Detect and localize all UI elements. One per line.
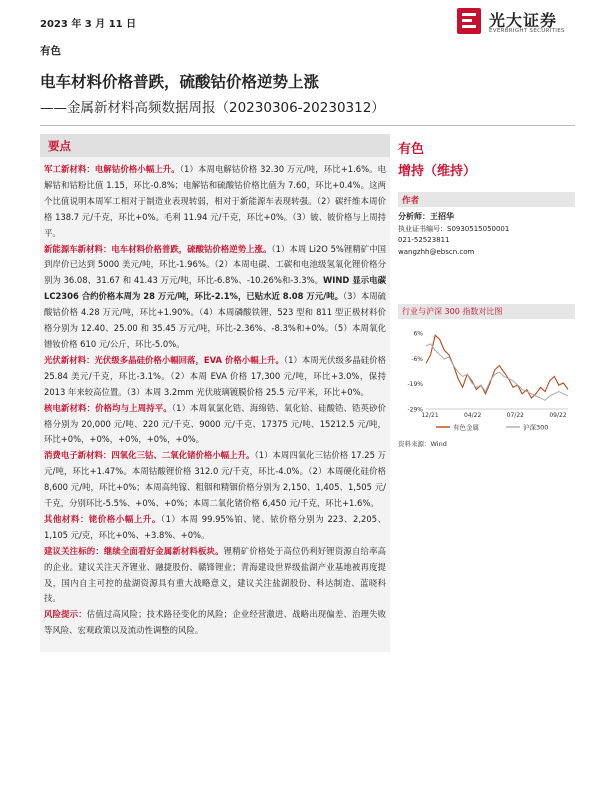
paragraph-lead: 光伏新材料：光伏级多晶硅价格小幅回落，EVA 价格小幅上升。 <box>44 354 284 365</box>
report-title: 电车材料价格普跌，硫酸钴价格逆势上涨 <box>40 73 320 91</box>
paragraph-bold-text: WIND 显示电碳 LC2306 合约价格本周为 28 万元/吨，环比-2.1%，已贴水近 8.08 万元/吨。 <box>44 275 386 302</box>
legend-label: 沪深300 <box>523 423 549 432</box>
index-comparison-chart <box>398 325 575 435</box>
paragraph-lead: 建议关注标的：继续全面看好金属新材料板块。 <box>44 545 224 556</box>
paragraph-military <box>44 162 386 242</box>
logo-text-cn: 光大证券 <box>489 11 558 30</box>
report-subtitle: ——金属新材料高频数据周报（20230306-20230312） <box>40 100 385 116</box>
everbright-logo <box>455 6 575 40</box>
paragraph-lead: 核电新材料：价格均与上周持平。 <box>44 402 172 413</box>
y-tick-label: -29% <box>407 406 423 414</box>
paragraph-text: （1）本周四氧化三钴价格 17.25 万元/吨，环比+1.47%。本周钴酸锂价格 312.0 元/千克，环比-4.0%。（2）本周硬化硅价格 8,600 元/吨，环比+0%；本周高纯镓、粗铟和精铟价格分别为 2,150、1,405、1,505 元/千克，分别环比-5.5%、+0%、+0%；本周二氧化锗价格 6,450 元/千克，环比+1.6%。 <box>44 450 387 509</box>
chart-heading: 行业与沪深 300 指数对比图 <box>402 307 503 316</box>
y-tick-label: -19% <box>407 381 423 389</box>
paragraph-lead: 其他材料：铑价格小幅上升。 <box>44 513 161 524</box>
analyst-name: 分析师：王招华 <box>398 212 454 221</box>
x-tick-label: 12/21 <box>421 412 439 419</box>
summary-heading-bar <box>40 134 390 157</box>
certificate-number: 执业证书编号：S0930515050001 <box>398 225 510 233</box>
paragraph-text: （3）本周硫酸钴价格 4.28 万元/吨，环比+1.90%。（4）本周磷酸铁锂、523 型和 811 型正极材料价格分别为 12.40、25.00 和 35.45 万元/吨，环比-2.36%、-8.3%和+0%。（5）本周氧化镨钕价格 610 元/公斤，环比-5.0%。 <box>44 291 386 349</box>
paragraph-ev <box>44 242 386 353</box>
chart-heading-bar <box>398 304 575 319</box>
paragraph-risk <box>44 607 386 639</box>
sector-label: 有色 <box>40 45 61 57</box>
paragraph-text: 锂精矿价格处于高位仍利好锂资源自给率高的企业。建议关注天齐锂业、融捷股份、赣锋锂业；青海建设世界级盐湖产业基地被再度提及，国内自主可控的盐湖资源具有重大战略意义，建议关注盐湖股份、科达制造、蓝晓科技。 <box>44 545 387 604</box>
sidebar-sector: 有色 <box>398 142 425 157</box>
y-tick-label: 6% <box>413 330 423 338</box>
header-divider <box>40 125 575 126</box>
email-address: wangzhh@ebscn.com <box>398 248 475 256</box>
paragraph-picks <box>44 544 386 608</box>
paragraph-consumer <box>44 448 386 512</box>
chart-source: 资料来源：Wind <box>398 440 447 448</box>
paragraph-other <box>44 512 386 544</box>
everbright-logo-icon <box>455 6 483 36</box>
paragraph-nuclear <box>44 401 386 449</box>
paragraph-lead: 风险提示： <box>44 609 87 620</box>
paragraph-text: （1）本周 Li2O 5%锂精矿中国到岸价已达到 5000 美元/吨，环比-1.96%。（2）本周电碳、工碳和电池级氢氧化锂价格分别为 36.08、31.67 和 41.43 万元/吨，环比-6.8%、-10.26%和-3.3%。 <box>44 243 386 286</box>
paragraph-text: （1）本周氧氯化锆、海绵锆、氧化铪、硅酸锆、锆英砂价格分别为 20,000 元/吨、220 元/千克、9000 元/千克、17375 元/吨、15212.5 元/吨，环比+0%，+0%，+0%，+0%，+0%。 <box>44 402 386 445</box>
legend-label: 有色金属 <box>453 423 479 432</box>
paragraph-text: （1）本周 99.95%铂、铑、铱价格分别为 223、2,205、1,105 元/克，环比+0%、+3.8%、+0%。 <box>44 513 387 540</box>
y-tick-label: -6% <box>411 355 423 363</box>
paragraph-lead: 新能源车新材料：电车材料价格普跌，硫酸钴价格逆势上涨。 <box>44 243 272 254</box>
x-tick-label: 09/22 <box>549 412 567 419</box>
summary-heading: 要点 <box>48 139 71 153</box>
paragraph-text: （1）本周电解钴价格 32.30 万元/吨，环比+1.6%。电解钴和钴粉比值 1.15，环比-0.8%；电解钴和硫酸钴价格比值为 7.60，环比+0.4%。这两个比值说明本周军工相对于制造业表现转弱，相对于新能源车表现转强。（2）碳纤维本周价格 138.7 元/千克，环比+0%。毛利 11.94 元/千克，环比+0%。（3）铍、铍价格与上周持平。 <box>44 164 386 238</box>
logo-text-en: EVERBRIGHT SECURITIES <box>489 28 565 34</box>
x-tick-label: 04/22 <box>464 412 482 419</box>
series-line-csi300 <box>426 344 568 400</box>
paragraph-pv <box>44 353 386 401</box>
paragraph-text: 估值过高风险；技术路径变化的风险；企业经营激进、战略出现偏差、治理失败等风险、宏观政策以及流动性调整的风险。 <box>44 609 387 636</box>
author-heading: 作者 <box>402 196 420 206</box>
paragraph-text: （1）本周光伏级多晶硅价格 25.84 美元/千克，环比-3.1%。（2）本周 EVA 价格 17,300 元/吨，环比+3.0%，保持 2013 年来较高位置。（3）本周 3.2mm 光伏玻璃镀膜价格 25.5 元/平米，环比+0%。 <box>44 354 386 397</box>
series-line-nonferrous <box>426 335 568 398</box>
phone-number: 021-52523811 <box>398 236 450 244</box>
summary-body <box>44 162 386 639</box>
rating-label: 增持（维持） <box>398 164 477 179</box>
x-tick-label: 07/22 <box>506 412 524 419</box>
paragraph-lead: 军工新材料：电解钴价格小幅上升。 <box>44 164 180 174</box>
paragraph-lead: 消费电子新材料：四氧化三钴、二氧化锗价格小幅上升。 <box>44 450 255 461</box>
author-heading-bar <box>398 192 575 207</box>
report-date: 2023 年 3 月 11 日 <box>40 19 137 30</box>
